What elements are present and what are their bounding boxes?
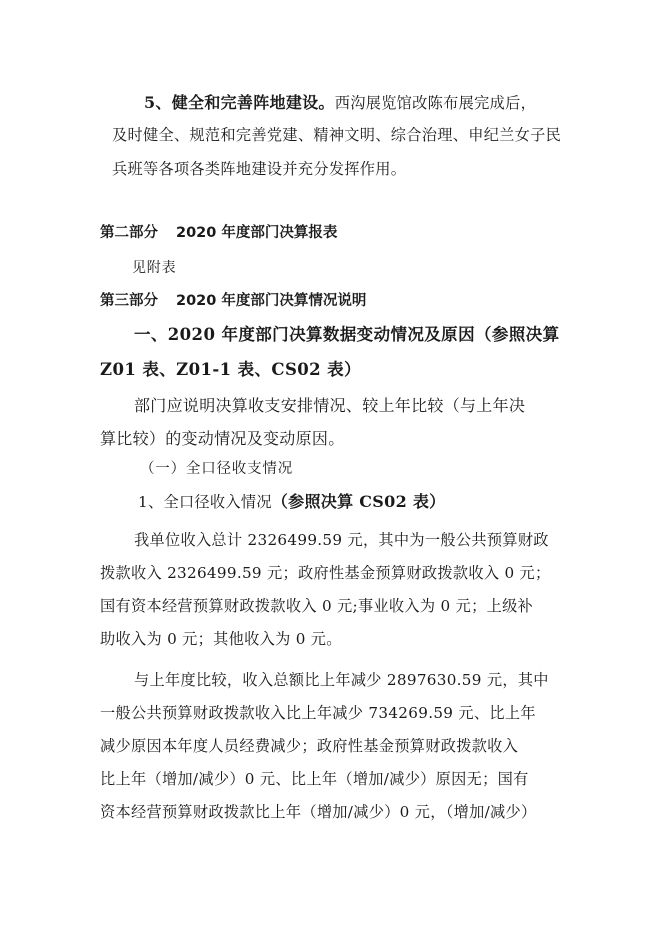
- section5-line1-text: 西沟展览馆改陈布展完成后，: [334, 94, 537, 112]
- part3-label: 第三部分: [100, 293, 158, 309]
- intro-line2: 算比较）的变动情况及变动原因。: [100, 429, 345, 448]
- compare-line5: 资本经营预算财政拨款比上年（增加/减少）0 元，（增加/减少）: [100, 803, 537, 821]
- income-line1: 我单位收入总计 2326499.59 元，其中为一般公共预算财政: [134, 531, 549, 549]
- sub1-1-ref: （参照决算 CS02 表）: [271, 492, 446, 511]
- part2-heading: [100, 226, 337, 241]
- section5-line1: [144, 95, 536, 111]
- section5-line3: 兵班等各项各类阵地建设并充分发挥作用。: [112, 160, 407, 178]
- intro-line1: 部门应说明决算收支安排情况、较上年比较（与上年决: [134, 396, 526, 415]
- income-line2: 拨款收入 2326499.59 元；政府性基金预算财政拨款收入 0 元；: [100, 564, 551, 582]
- part2-label: 第二部分: [100, 225, 158, 241]
- part3-heading: [100, 294, 366, 309]
- sub1-1-title: 1、全口径收入情况: [138, 493, 272, 511]
- sub1-1-heading: [138, 494, 445, 510]
- section5-heading: 5、健全和完善阵地建设。: [144, 93, 335, 112]
- part2-note: 见附表: [132, 260, 177, 276]
- compare-line4: 比上年（增加/减少）0 元、比上年（增加/减少）原因无；国有: [100, 770, 529, 788]
- compare-line2: 一般公共预算财政拨款收入比上年减少 734269.59 元、比上年: [100, 704, 536, 722]
- income-line3: 国有资本经营预算财政拨款收入 0 元;事业收入为 0 元；上级补: [100, 597, 534, 615]
- part3-title: 2020 年度部门决算情况说明: [176, 293, 367, 309]
- section1-line1: 一、2020 年度部门决算数据变动情况及原因（参照决算: [134, 325, 560, 344]
- section1-line2: Z01 表、Z01-1 表、CS02 表）: [100, 360, 361, 379]
- part2-title: 2020 年度部门决算报表: [176, 225, 338, 241]
- compare-line3: 减少原因本年度人员经费减少；政府性基金预算财政拨款收入: [100, 737, 519, 755]
- section5-line2: 及时健全、规范和完善党建、精神文明、综合治理、申纪兰女子民: [112, 126, 562, 144]
- compare-line1: 与上年度比较，收入总额比上年减少 2897630.59 元，其中: [134, 671, 549, 689]
- income-line4: 助收入为 0 元；其他收入为 0 元。: [100, 630, 342, 648]
- sub1-title: （一）全口径收支情况: [140, 461, 293, 477]
